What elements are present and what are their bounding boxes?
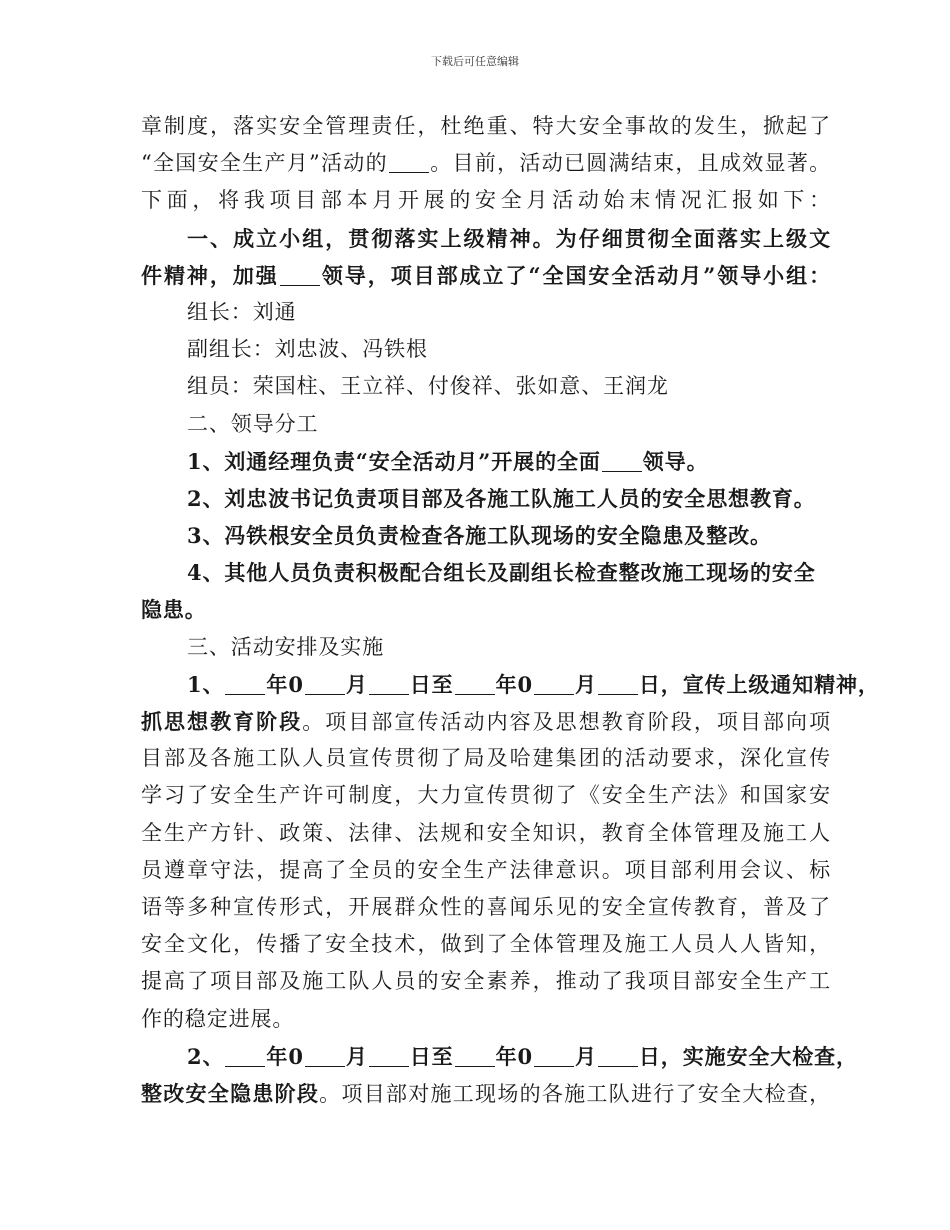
text-line (141, 257, 831, 294)
fill-in-blank (534, 672, 574, 695)
bold-text: 月 (345, 671, 368, 697)
bold-text: 月 (574, 671, 597, 697)
fill-in-blank (305, 672, 345, 695)
bold-text: 月 (574, 1043, 597, 1069)
header-note: 下载后可任意编辑 (431, 55, 519, 68)
body-text: 目部及各施工队人员宣传贯彻了局及哈建集团的活动要求，深化宣传 (141, 746, 831, 771)
body-text: 。目前，活动已圆满结束，且成效显著。 (429, 151, 831, 176)
body-text: 组员：荣国柱、王立祥、付俊祥、张如意、王润龙 (187, 374, 669, 399)
bold-text: 一、成立小组，贯彻落实上级精神。为仔细贯彻全面落实上级文 (187, 225, 831, 251)
bold-text: 整改安全隐患阶段 (141, 1080, 320, 1106)
text-line (141, 331, 831, 368)
text-line (141, 889, 831, 926)
body-text: 章制度，落实安全管理责任，杜绝重、特大安全事故的发生，掀起了 (141, 114, 831, 138)
bold-text: 日，实施安全大检查， (638, 1043, 858, 1069)
text-line (141, 145, 831, 182)
text-line (141, 108, 831, 145)
fill-in-blank (369, 672, 409, 695)
fill-in-blank (280, 263, 320, 286)
fill-in-blank (455, 1044, 495, 1067)
fill-in-blank (598, 672, 638, 695)
text-line (141, 629, 831, 666)
text-line (141, 666, 880, 703)
fill-in-blank (389, 150, 429, 173)
text-line (141, 815, 831, 852)
body-text: 三、活动安排及实施 (187, 634, 385, 659)
text-line (141, 294, 831, 331)
text-line (141, 517, 831, 554)
bold-text: 日，宣传上级通知精神， (638, 671, 880, 697)
text-line (141, 1001, 831, 1038)
bold-text: 年0 (266, 671, 304, 697)
bold-text: 领导，项目部成立了“全国安全活动月”领导小组： (320, 262, 831, 288)
body-text: 全生产方针、政策、法律、法规和安全知识，教育全体管理及施工人 (141, 820, 831, 845)
bold-text: 3、冯铁根安全员负责检查各施工队现场的安全隐患及整改。 (187, 523, 772, 549)
body-text: 二、领导分工 (187, 411, 319, 436)
text-line (141, 554, 831, 591)
body-text: 语等多种宣传形式，开展群众性的喜闻乐见的安全宣传教育，普及了 (141, 894, 831, 919)
text-line (141, 1038, 858, 1075)
bold-text: 2、刘忠波书记负责项目部及各施工队施工人员的安全思想教育。 (187, 485, 816, 511)
text-line (141, 740, 831, 777)
bold-text: 1、 (187, 671, 225, 697)
document-body (141, 108, 880, 1112)
bold-text: 日至 (409, 671, 454, 697)
text-line (141, 1075, 831, 1112)
bold-text: 1、刘通经理负责“安全活动月”开展的全面 (187, 448, 601, 474)
text-line (141, 480, 831, 517)
fill-in-blank (534, 1044, 574, 1067)
text-line (141, 182, 831, 219)
bold-text: 2、 (187, 1043, 225, 1069)
body-text: 学习了安全生产许可制度，大力宣传贯彻了《安全生产法》和国家安 (141, 783, 831, 808)
text-line (141, 703, 831, 740)
text-line (141, 406, 831, 443)
fill-in-blank (602, 449, 642, 472)
body-text: 。项目部宣传活动内容及思想教育阶段，项目部向项 (302, 710, 831, 734)
body-text: 组长：刘通 (187, 299, 297, 324)
fill-in-blank (455, 672, 495, 695)
fill-in-blank (225, 1044, 265, 1067)
text-line (141, 926, 831, 963)
bold-text: 年0 (495, 1043, 533, 1069)
bold-text: 领导。 (642, 448, 709, 474)
fill-in-blank (225, 672, 265, 695)
body-text: 。项目部对施工现场的各施工队进行了安全大检查， (319, 1081, 832, 1106)
bold-text: 日至 (409, 1043, 454, 1069)
body-text: 提高了项目部及施工队人员的安全素养，推动了我项目部安全生产工 (141, 969, 831, 994)
text-line (141, 368, 831, 405)
bold-text: 年0 (495, 671, 533, 697)
page-header (0, 53, 950, 69)
fill-in-blank (369, 1044, 409, 1067)
text-line (141, 443, 831, 480)
text-line (141, 591, 831, 628)
text-line (141, 220, 831, 257)
body-text: 员遵章守法，提高了全员的安全生产法律意识。项目部利用会议、标 (141, 857, 831, 882)
bold-text: 件精神，加强 (141, 262, 279, 288)
body-text: “全国安全生产月”活动的 (141, 151, 388, 176)
fill-in-blank (305, 1044, 345, 1067)
text-line (141, 777, 831, 814)
bold-text: 抓思想教育阶段 (141, 709, 303, 734)
body-text: 安全文化，传播了安全技术，做到了全体管理及施工人员人人皆知， (141, 932, 831, 957)
bold-text: 4、其他人员负责积极配合组长及副组长检查整改施工现场的安全 (187, 560, 816, 586)
body-text: 副组长：刘忠波、冯铁根 (187, 337, 428, 362)
bold-text: 隐患。 (141, 597, 207, 623)
bold-text: 年0 (266, 1043, 304, 1069)
body-text: 作的稳定进展。 (141, 1006, 295, 1031)
text-line (141, 963, 831, 1000)
body-text: 下面，将我项目部本月开展的安全月活动始末情况汇报如下： (141, 188, 831, 213)
fill-in-blank (598, 1044, 638, 1067)
text-line (141, 852, 831, 889)
bold-text: 月 (345, 1043, 368, 1069)
